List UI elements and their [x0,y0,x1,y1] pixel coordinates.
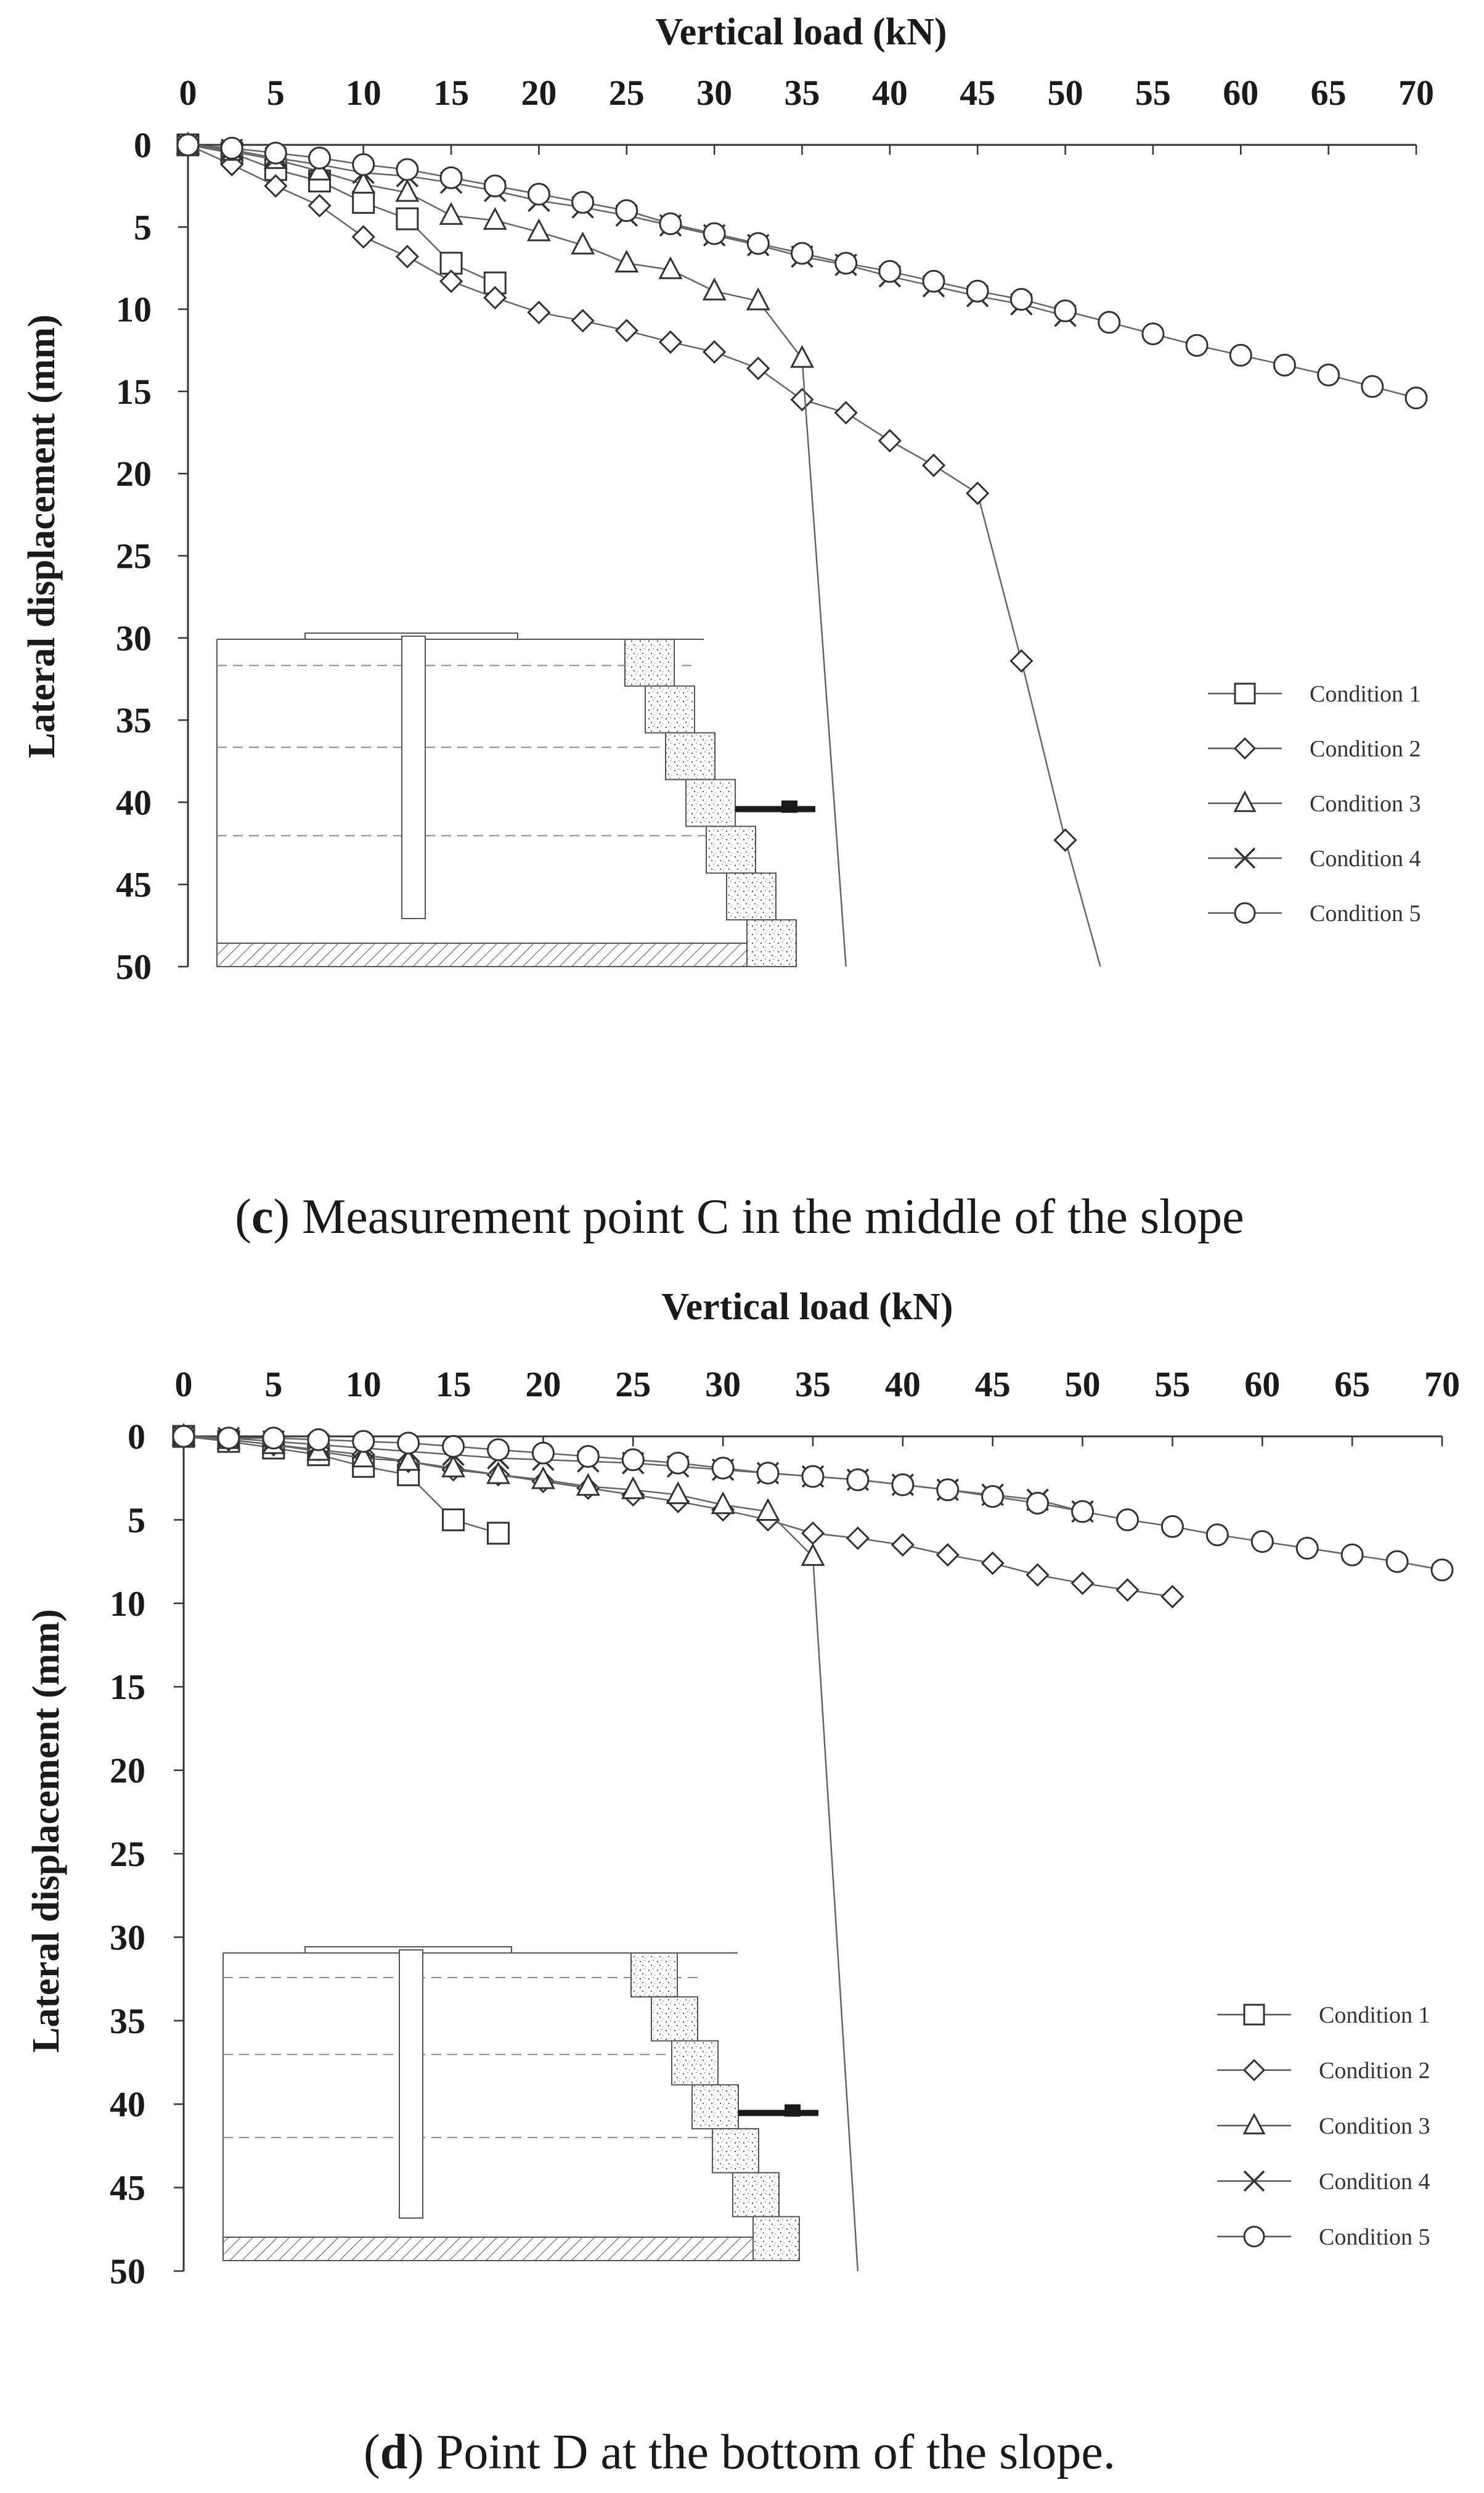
data-point-condition-5 [937,1480,958,1500]
data-point-condition-3 [704,280,725,300]
data-point-condition-5 [1432,1560,1453,1581]
data-point-condition-5 [308,1429,329,1450]
data-point-condition-2 [1055,830,1076,851]
data-point-condition-2 [573,310,593,331]
y-tick-label: 40 [110,2084,145,2125]
y-tick-label: 50 [110,2251,145,2291]
x-tick-label: 70 [1424,1364,1460,1404]
facing-block [727,873,776,920]
legend [1217,2002,1430,2250]
data-point-condition-5 [1055,300,1076,321]
x-tick-label: 40 [884,1364,921,1404]
data-point-condition-5 [397,159,418,180]
x-tick-label: 45 [974,1364,1011,1404]
legend-marker [1235,684,1255,703]
gauge-head [785,2105,801,2117]
data-point-condition-5 [616,200,637,221]
legend-label: Condition 5 [1319,2224,1430,2250]
legend-marker [1235,903,1255,923]
chart-panel-c [21,11,1434,1244]
foundation-base [223,2237,759,2261]
data-point-condition-5 [528,184,549,205]
caption-d: (d) Point D at the bottom of the slope. [364,2425,1115,2479]
data-point-condition-2 [353,226,374,247]
data-point-condition-5 [660,213,681,234]
facing-block [706,826,756,873]
facing-block [747,920,796,967]
data-point-condition-2 [704,342,725,362]
data-point-condition-5 [398,1433,419,1454]
data-point-condition-2 [1011,650,1032,671]
data-point-condition-5 [1274,354,1295,375]
data-point-condition-5 [353,154,374,175]
y-tick-label: 30 [116,618,152,658]
x-tick-label: 50 [1047,73,1083,113]
data-point-condition-5 [757,1463,778,1484]
displacement-gauge [735,806,815,813]
data-point-condition-2 [792,389,813,410]
gauge-head [781,801,797,813]
data-point-condition-5 [879,261,900,282]
x-tick-label: 45 [960,73,996,113]
legend-marker [1244,2060,1264,2080]
data-point-condition-5 [221,137,242,158]
data-point-condition-2 [748,358,768,379]
facing-block [692,2085,738,2129]
data-point-condition-5 [1143,324,1164,345]
x-tick-label: 55 [1154,1364,1191,1404]
data-point-condition-2 [616,320,637,341]
x-tick-label: 55 [1135,73,1171,113]
y-tick-label: 40 [116,782,152,823]
data-point-condition-2 [1117,1579,1138,1600]
data-point-condition-5 [173,1426,194,1447]
x-tick-label: 30 [696,73,733,113]
y-tick-label: 0 [128,1417,145,1457]
legend-marker [1235,792,1255,811]
facing-block [645,686,695,733]
data-point-condition-5 [923,271,944,292]
y-tick-label: 10 [116,289,152,330]
data-point-condition-5 [748,233,768,254]
data-point-condition-5 [532,1443,553,1463]
data-point-condition-5 [1342,1544,1363,1565]
x-tick-label: 15 [433,73,470,113]
y-axis-title: Lateral displacement (mm) [21,314,63,758]
data-point-condition-5 [802,1466,823,1487]
y-tick-label: 20 [110,1750,145,1791]
legend-marker [1244,2005,1264,2024]
facing-block [753,2217,799,2261]
y-tick-label: 20 [116,454,152,494]
data-point-condition-5 [847,1469,868,1490]
facing-block [733,2172,779,2216]
x-tick-label: 60 [1223,73,1259,113]
legend-label: Condition 3 [1310,791,1421,817]
data-point-condition-2 [309,195,330,216]
data-point-condition-5 [443,1436,464,1457]
legend-label: Condition 1 [1319,2002,1430,2028]
x-tick-label: 35 [784,73,820,113]
x-tick-label: 60 [1244,1364,1281,1404]
x-tick-label: 10 [345,1364,381,1404]
data-point-condition-5 [1186,335,1207,356]
legend-marker [1244,2227,1264,2246]
facing-block [625,639,674,686]
data-point-condition-5 [1230,345,1251,366]
y-tick-label: 45 [110,2168,145,2208]
y-tick-label: 5 [134,207,152,248]
y-tick-label: 10 [110,1583,145,1624]
data-point-condition-5 [573,192,593,213]
y-tick-label: 0 [134,125,152,165]
data-point-condition-3 [802,1545,823,1565]
legend-label: Condition 2 [1310,736,1421,762]
legend-label: Condition 4 [1310,846,1421,872]
legend-label: Condition 1 [1310,681,1421,707]
x-tick-label: 30 [705,1364,741,1404]
legend-label: Condition 3 [1319,2113,1430,2139]
foundation-base [217,943,753,967]
legend-marker [1235,739,1255,758]
data-point-condition-5 [1117,1509,1138,1530]
data-point-condition-5 [1406,388,1427,409]
data-point-condition-1 [397,208,418,229]
data-point-condition-1 [353,192,374,213]
caption-letter-c: c [251,1190,274,1244]
data-point-condition-1 [488,1523,509,1544]
data-point-condition-2 [1162,1586,1183,1607]
data-point-condition-3 [441,204,462,224]
data-point-condition-5 [792,243,813,264]
data-point-condition-5 [982,1486,1003,1507]
x-tick-label: 20 [525,1364,561,1404]
data-point-condition-2 [836,403,857,424]
y-tick-label: 15 [116,371,152,412]
caption-letter-d: d [380,2425,408,2479]
data-point-condition-2 [892,1534,913,1555]
x-tick-label: 50 [1064,1364,1101,1404]
data-point-condition-5 [712,1457,733,1478]
data-point-condition-1 [443,1509,464,1530]
data-point-condition-5 [836,253,857,274]
legend [1208,681,1421,927]
data-point-condition-5 [577,1446,598,1467]
data-point-condition-5 [353,1431,374,1452]
x-tick-label: 10 [345,73,381,113]
sketch-d [223,1947,818,2261]
facing-block [651,1997,698,2041]
data-point-condition-2 [802,1523,823,1544]
data-point-condition-2 [528,302,549,323]
x-tick-label: 25 [615,1364,651,1404]
data-point-condition-2 [967,483,988,504]
data-point-condition-5 [1252,1531,1273,1552]
x-tick-label: 5 [266,73,285,113]
data-point-condition-5 [309,147,330,168]
data-point-condition-5 [704,223,725,244]
facing-block [672,2041,718,2085]
x-tick-label: 0 [179,73,197,113]
y-tick-label: 30 [110,1917,145,1958]
data-point-condition-2 [847,1528,868,1549]
x-tick-label: 65 [1334,1364,1371,1404]
data-point-condition-5 [1011,289,1032,310]
legend-label: Condition 4 [1319,2169,1430,2195]
facing-block [666,733,715,780]
y-axis-title: Lateral displacement (mm) [25,1609,67,2053]
data-point-condition-5 [967,280,988,301]
data-point-condition-2 [660,332,681,353]
data-point-condition-5 [1072,1501,1093,1522]
pile [402,636,425,919]
caption-text-c: Measurement point C in the middle of the slope [302,1190,1244,1244]
data-point-condition-5 [177,134,198,155]
displacement-gauge [738,2110,818,2116]
data-point-condition-2 [1072,1573,1093,1594]
series-line-condition-2 [188,145,1101,967]
caption-c: (c) Measurement point C in the middle of the slope [235,1190,1244,1244]
sketch-c [217,633,815,967]
x-tick-label: 5 [264,1364,283,1404]
data-point-condition-2 [937,1544,958,1565]
data-point-condition-5 [667,1452,688,1473]
y-tick-label: 25 [116,536,152,576]
data-point-condition-5 [441,167,462,188]
x-axis-title: Vertical load (kN) [655,11,947,53]
x-tick-label: 0 [174,1364,193,1404]
data-point-condition-2 [1027,1565,1048,1586]
y-tick-label: 35 [116,700,152,741]
facing-block [686,780,735,827]
x-axis-title: Vertical load (kN) [661,1286,953,1328]
facing-block [712,2129,759,2172]
y-tick-label: 15 [110,1667,145,1708]
data-point-condition-5 [1027,1492,1048,1513]
y-tick-label: 5 [128,1500,145,1541]
y-tick-label: 45 [116,864,152,905]
data-point-condition-2 [923,455,944,476]
data-point-condition-5 [263,1428,284,1449]
x-tick-label: 65 [1310,73,1347,113]
legend-marker [1244,2114,1264,2133]
data-point-condition-5 [488,1439,509,1460]
data-point-condition-5 [1099,312,1120,333]
data-point-condition-5 [1318,364,1339,385]
x-tick-label: 35 [795,1364,831,1404]
series-condition-2 [177,134,1101,967]
x-tick-label: 15 [435,1364,471,1404]
data-point-condition-5 [265,142,286,163]
y-tick-label: 25 [110,1834,145,1874]
y-tick-label: 35 [110,2000,145,2041]
data-point-condition-5 [218,1428,239,1449]
data-point-condition-2 [879,430,900,451]
pile [399,1950,423,2218]
data-point-condition-2 [982,1553,1003,1574]
legend-label: Condition 2 [1319,2058,1430,2084]
y-tick-label: 50 [116,947,152,987]
data-point-condition-3 [616,252,637,271]
data-point-condition-5 [1162,1516,1183,1537]
data-point-condition-5 [1387,1551,1408,1572]
x-tick-label: 40 [871,73,908,113]
data-point-condition-5 [622,1449,643,1470]
facing-block [631,1953,677,1997]
data-point-condition-3 [622,1478,643,1498]
legend-label: Condition 5 [1310,901,1421,927]
data-point-condition-5 [1207,1525,1228,1545]
data-point-condition-2 [397,246,418,267]
data-point-condition-5 [1297,1537,1318,1558]
x-tick-label: 25 [608,73,645,113]
chart-panel-d [25,1286,1460,2479]
x-tick-label: 70 [1398,73,1434,113]
data-point-condition-5 [892,1475,913,1496]
data-point-condition-5 [1362,376,1383,397]
x-tick-label: 20 [521,73,557,113]
data-point-condition-5 [484,176,505,197]
caption-text-d: Point D at the bottom of the slope. [436,2425,1115,2479]
